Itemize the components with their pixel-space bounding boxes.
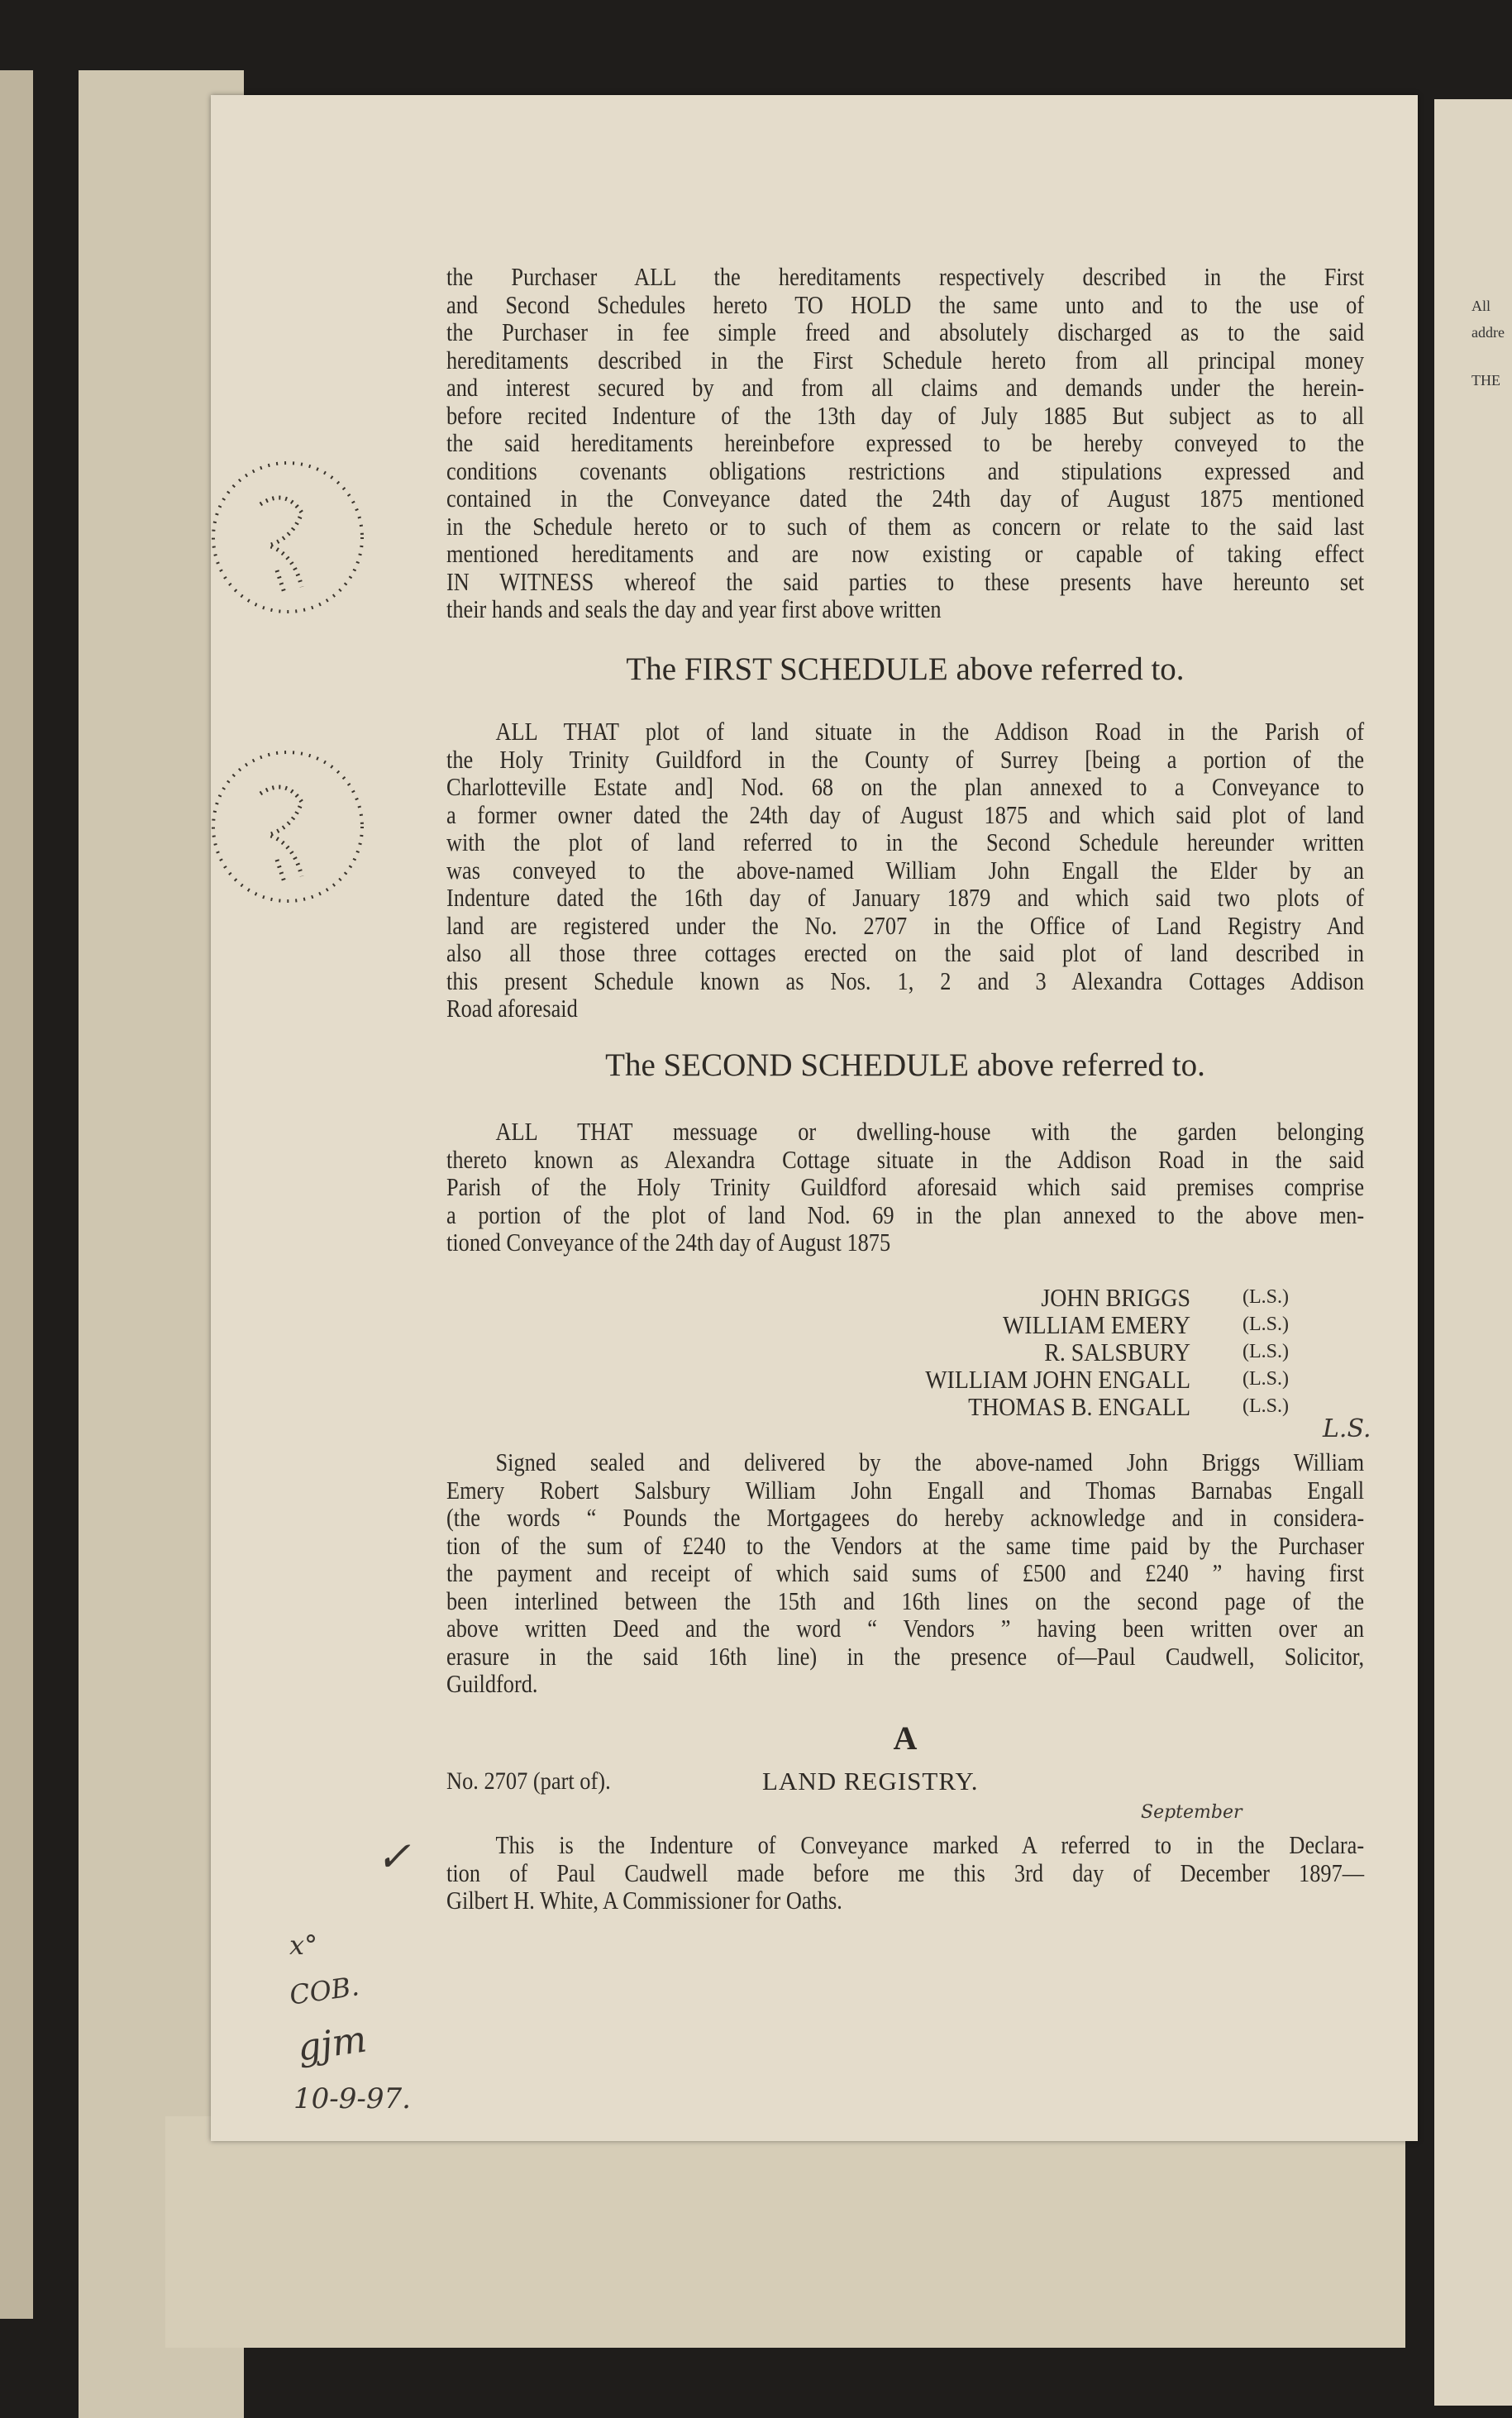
registry-title: LAND REGISTRY. (762, 1767, 979, 1796)
first-schedule-heading: The FIRST SCHEDULE above referred to. (626, 651, 1185, 687)
text-line: thereto known as Alexandra Cottage situate in the Addison Road in the said (446, 1144, 1365, 1174)
signatory-name: R. SALSBURY (1044, 1338, 1190, 1366)
left-page-edge (0, 70, 33, 2319)
text-line: ALL THAT plot of land situate in the Addison Road in the Parish of (495, 717, 1365, 746)
text-line: the Holy Trinity Guildford in the County of Surrey [being a portion of the (446, 744, 1365, 774)
seal-mark: (L.S.) (1243, 1341, 1289, 1362)
exhibit-mark: A (893, 1719, 918, 1757)
seal-perforation-ring-2 (213, 752, 362, 901)
handwritten-note: 10-9-97. (293, 2082, 411, 2115)
conveyance-clause-paragraph (446, 263, 1364, 623)
text-line: their hands and seals the day and year first above written (446, 594, 942, 623)
attestation-paragraph (446, 1448, 1364, 1698)
text-line: tion of Paul Caudwell made before me this 3rd day of December 1897— (446, 1858, 1365, 1887)
text-line: was conveyed to the above-named William John Engall the Elder by an (446, 855, 1365, 885)
second-schedule-heading: The SECOND SCHEDULE above referred to. (605, 1047, 1205, 1083)
handwritten-correction: September (1141, 1802, 1243, 1823)
first-schedule-paragraph (446, 718, 1364, 1023)
right-page-fragment: All (1471, 298, 1491, 314)
text-line: (the words “ Pounds the Mortgagees do hereby acknowledge and in considera- (446, 1503, 1365, 1532)
text-line: Guildford. (446, 1669, 538, 1698)
text-line: Road aforesaid (446, 994, 578, 1023)
text-line: Indenture dated the 16th day of January 1879 and which said two plots of (446, 883, 1365, 912)
text-line: This is the Indenture of Conveyance marked A referred to in the Declara- (495, 1830, 1365, 1859)
text-line: and interest secured by and from all claims and demands under the herein- (446, 373, 1365, 402)
text-line: the said hereditaments hereinbefore expressed to be hereby conveyed to the (446, 428, 1365, 457)
text-line: the Purchaser ALL the hereditaments respectively described in the First (446, 262, 1365, 291)
tick-mark-icon: ✓ (376, 1833, 411, 1881)
text-line: hereditaments described in the First Schedule hereto from all principal money (446, 345, 1365, 374)
text-line: Gilbert H. White, A Commissioner for Oaths. (446, 1886, 842, 1915)
commissioner-declaration (446, 1831, 1364, 1915)
seal-perforation-ring-1 (213, 463, 362, 612)
seal-emblem-2 (260, 787, 302, 885)
signatory-name: WILLIAM EMERY (1002, 1310, 1190, 1339)
handwritten-note: COB. (287, 1970, 361, 2011)
text-line: also all those three cottages erected on the said plot of land described in (446, 938, 1365, 967)
text-line: been interlined between the 15th and 16th lines on the second page of the (446, 1586, 1365, 1615)
signatory-name: THOMAS B. ENGALL (968, 1392, 1190, 1421)
text-line: with the plot of land referred to in the Second Schedule hereunder written (446, 827, 1365, 856)
text-line: Charlotteville Estate and] Nod. 68 on the plan annexed to a Conveyance to (446, 772, 1365, 801)
text-line: tioned Conveyance of the 24th day of August 1875 (446, 1228, 891, 1257)
handwritten-note: gjm (294, 2018, 370, 2070)
right-page-fragment: THE (1471, 372, 1500, 389)
seal-emblem-1 (260, 498, 302, 595)
text-line: and Second Schedules hereto TO HOLD the same unto and to the use of (446, 289, 1365, 319)
text-line: mentioned hereditaments and are now existing or capable of taking effect (446, 539, 1365, 568)
signatory-name: JOHN BRIGGS (1041, 1283, 1190, 1312)
text-line: Parish of the Holy Trinity Guildford aforesaid which said premises comprise (446, 1172, 1365, 1201)
right-page-fragment: addre (1471, 324, 1505, 341)
perforated-seal-stamps (211, 446, 401, 942)
second-schedule-paragraph (446, 1118, 1364, 1257)
text-line: the payment and receipt of which said sums of £500 and £240 ” having first (446, 1558, 1365, 1587)
text-line: above written Deed and the word “ Vendors ” having been written over an (446, 1614, 1365, 1643)
text-line: this present Schedule known as Nos. 1, 2 and 3 Alexandra Cottages Addison (446, 966, 1365, 995)
text-line: erasure in the said 16th line) in the presence of—Paul Caudwell, Solicitor, (446, 1641, 1365, 1671)
handwritten-note: x° (289, 1929, 318, 1961)
text-line: ALL THAT messuage or dwelling-house with the garden belonging (495, 1117, 1365, 1146)
text-line: contained in the Conveyance dated the 24th day of August 1875 mentioned (446, 484, 1365, 513)
text-line: tion of the sum of £240 to the Vendors at the same time paid by the Purchaser (446, 1530, 1365, 1560)
seal-mark: (L.S.) (1243, 1314, 1289, 1335)
text-line: the Purchaser in fee simple freed and absolutely discharged as to the said (446, 317, 1365, 346)
handwritten-seal-initials: L.S. (1323, 1414, 1371, 1443)
right-page (1434, 99, 1512, 2406)
underlying-sheet-bottom (165, 2116, 1405, 2348)
text-line: conditions covenants obligations restrictions and stipulations expressed and (446, 455, 1365, 485)
seal-mark: (L.S.) (1243, 1368, 1289, 1390)
seal-mark: (L.S.) (1243, 1395, 1289, 1417)
text-line: in the Schedule hereto or to such of them as concern or relate to the said last (446, 511, 1365, 541)
registry-number: No. 2707 (part of). (446, 1767, 611, 1795)
signatory-name: WILLIAM JOHN ENGALL (925, 1365, 1190, 1394)
text-line: Emery Robert Salsbury William John Engall and Thomas Barnabas Engall (446, 1475, 1365, 1505)
text-line: before recited Indenture of the 13th day of July 1885 But subject as to all (446, 400, 1365, 430)
text-line: Signed sealed and delivered by the above-named John Briggs William (495, 1447, 1365, 1476)
text-line: a former owner dated the 24th day of August 1875 and which said plot of land (446, 799, 1365, 829)
text-line: IN WITNESS whereof the said parties to these presents have hereunto set (446, 566, 1365, 596)
text-line: a portion of the plot of land Nod. 69 in the plan annexed to the above men- (446, 1199, 1365, 1229)
seal-mark: (L.S.) (1243, 1286, 1289, 1308)
text-line: land are registered under the No. 2707 in the Office of Land Registry And (446, 910, 1365, 940)
